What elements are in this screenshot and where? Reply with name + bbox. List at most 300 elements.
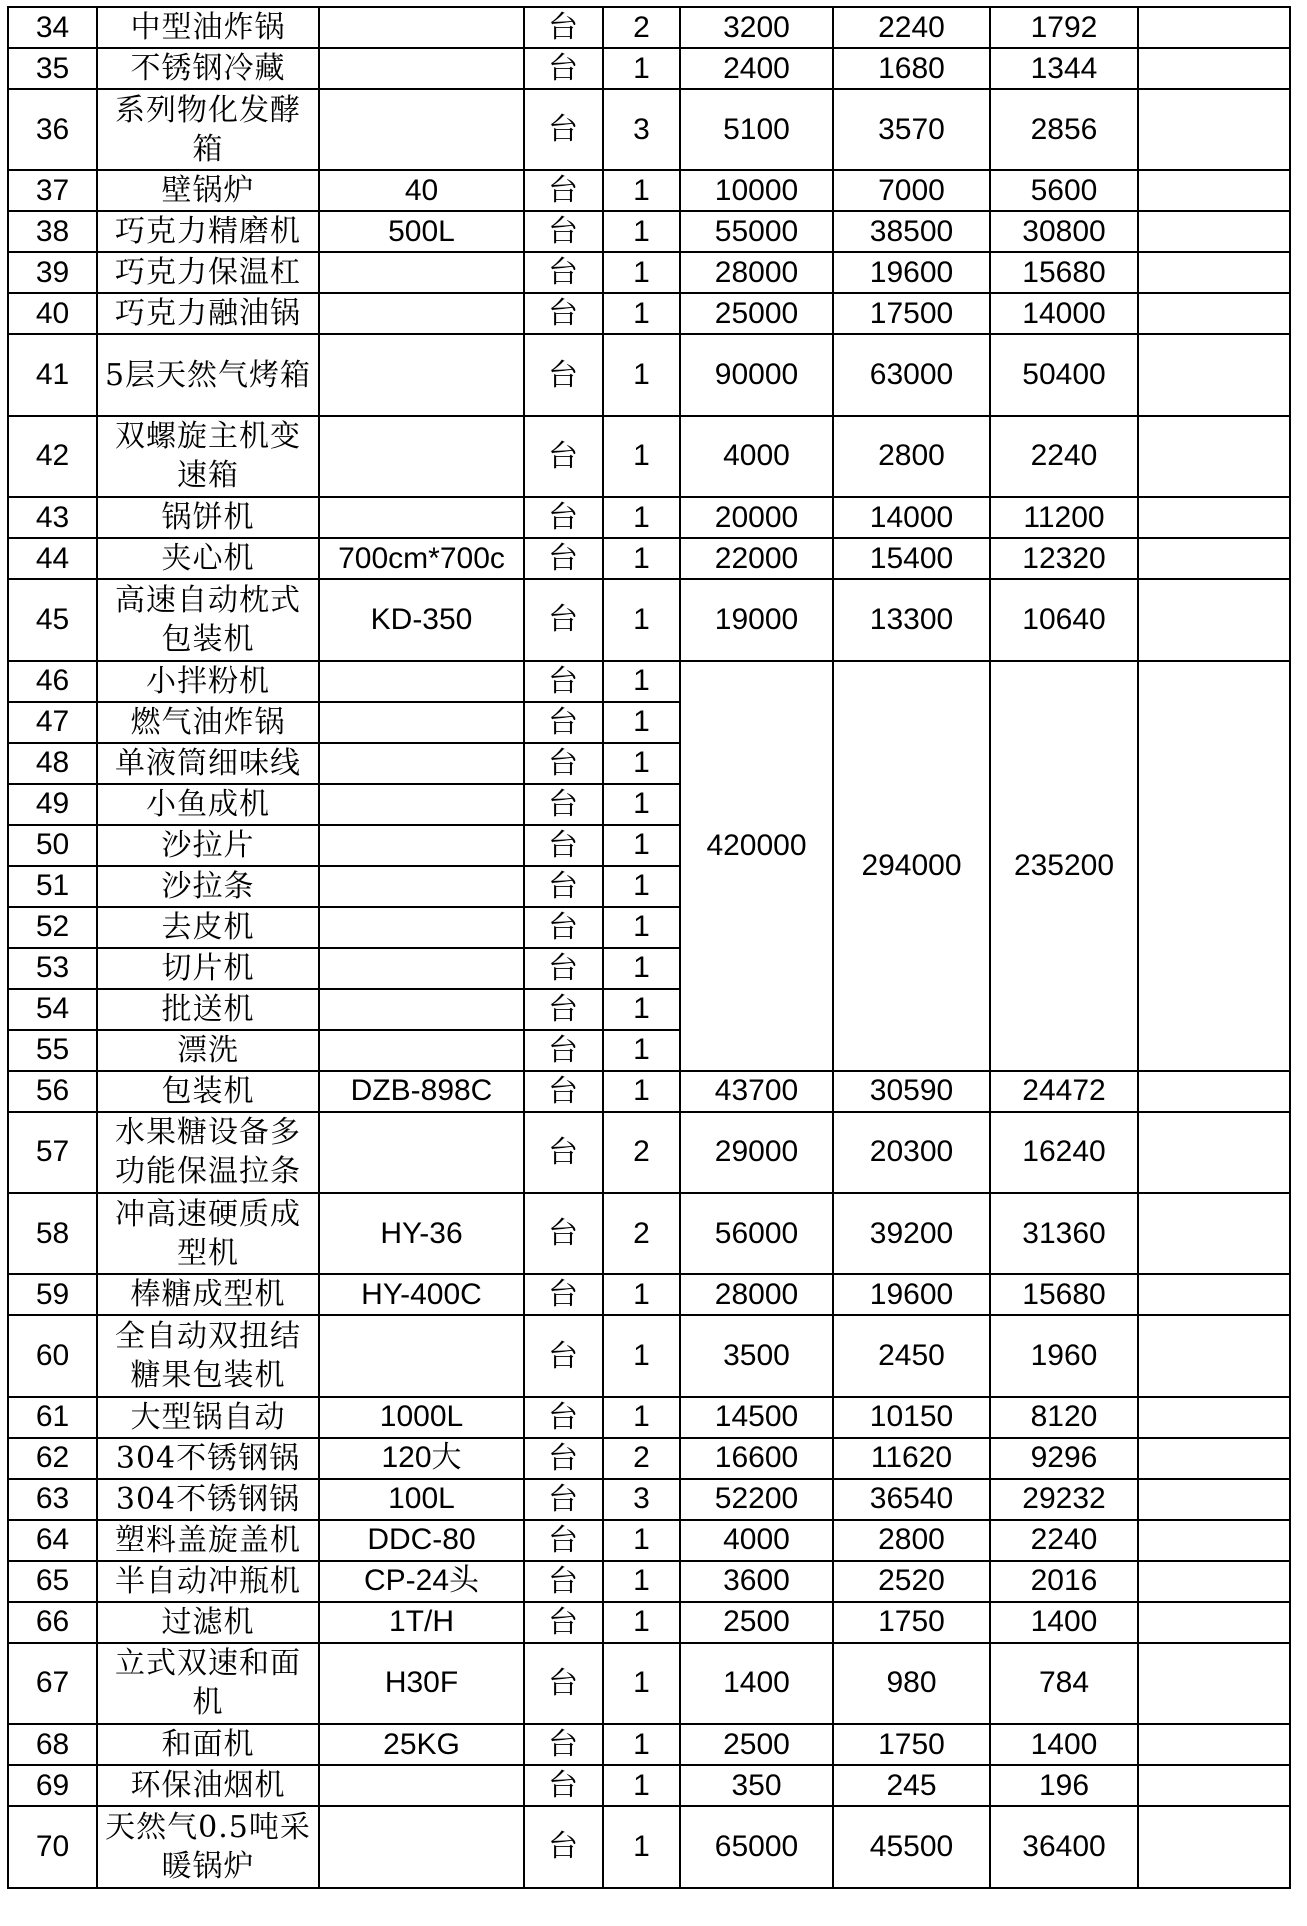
spec-cell	[319, 1315, 524, 1396]
quantity-cell: 1	[603, 702, 680, 743]
original-price-cell: 55000	[680, 211, 833, 252]
table-row	[8, 1071, 1290, 1112]
quantity-cell: 1	[603, 1602, 680, 1643]
unit-cell: 台	[524, 702, 603, 743]
quantity-cell: 3	[603, 1479, 680, 1520]
table-row	[8, 7, 1290, 48]
quantity-cell: 1	[603, 252, 680, 293]
item-name-cell: 大型锅自动	[97, 1397, 319, 1438]
item-name-cell: 环保油烟机	[97, 1765, 319, 1806]
remarks-cell	[1138, 1643, 1290, 1724]
index-cell: 69	[8, 1765, 97, 1806]
remarks-cell	[1138, 7, 1290, 48]
assessed-price-cell: 2800	[833, 1520, 990, 1561]
table-row	[8, 416, 1290, 497]
spec-cell: 40	[319, 170, 524, 211]
unit-cell: 台	[524, 1193, 603, 1274]
remarks-cell	[1138, 89, 1290, 170]
index-cell: 44	[8, 538, 97, 579]
item-name-cell: 过滤机	[97, 1602, 319, 1643]
unit-cell: 台	[524, 170, 603, 211]
remarks-cell	[1138, 497, 1290, 538]
quantity-cell: 1	[603, 1030, 680, 1071]
original-price-cell: 2400	[680, 48, 833, 89]
index-cell: 60	[8, 1315, 97, 1396]
final-price-cell: 14000	[990, 293, 1138, 334]
table-row	[8, 334, 1290, 415]
unit-cell: 台	[524, 866, 603, 907]
original-price-cell: 3200	[680, 7, 833, 48]
index-cell: 45	[8, 579, 97, 660]
unit-cell: 台	[524, 1274, 603, 1315]
item-name-cell: 304不锈钢锅	[97, 1438, 319, 1479]
final-price-cell: 15680	[990, 1274, 1138, 1315]
unit-cell: 台	[524, 1112, 603, 1193]
table-row	[8, 661, 1290, 702]
quantity-cell: 1	[603, 1397, 680, 1438]
original-price-cell: 65000	[680, 1806, 833, 1887]
original-price-cell: 10000	[680, 170, 833, 211]
item-name-cell: 立式双速和面机	[97, 1643, 319, 1724]
unit-cell: 台	[524, 1561, 603, 1602]
index-cell: 49	[8, 784, 97, 825]
final-price-cell: 8120	[990, 1397, 1138, 1438]
remarks-cell	[1138, 334, 1290, 415]
assessed-price-cell: 10150	[833, 1397, 990, 1438]
index-cell: 67	[8, 1643, 97, 1724]
spec-cell	[319, 89, 524, 170]
item-name-cell: 小鱼成机	[97, 784, 319, 825]
unit-cell: 台	[524, 1479, 603, 1520]
assessed-price-cell: 30590	[833, 1071, 990, 1112]
unit-cell: 台	[524, 252, 603, 293]
table-body	[8, 7, 1290, 1888]
original-price-cell: 5100	[680, 89, 833, 170]
quantity-cell: 3	[603, 89, 680, 170]
spec-cell	[319, 661, 524, 702]
table-row	[8, 497, 1290, 538]
index-cell: 47	[8, 702, 97, 743]
item-name-cell: 304不锈钢锅	[97, 1479, 319, 1520]
table-row	[8, 211, 1290, 252]
spec-cell: KD-350	[319, 579, 524, 660]
index-cell: 55	[8, 1030, 97, 1071]
quantity-cell: 1	[603, 1643, 680, 1724]
spec-cell: HY-400C	[319, 1274, 524, 1315]
unit-cell: 台	[524, 1397, 603, 1438]
index-cell: 46	[8, 661, 97, 702]
quantity-cell: 1	[603, 907, 680, 948]
unit-cell: 台	[524, 89, 603, 170]
table-row	[8, 1438, 1290, 1479]
table-row	[8, 252, 1290, 293]
item-name-cell: 高速自动枕式包装机	[97, 579, 319, 660]
quantity-cell: 1	[603, 1765, 680, 1806]
final-price-cell: 50400	[990, 334, 1138, 415]
final-price-cell: 196	[990, 1765, 1138, 1806]
item-name-cell: 塑料盖旋盖机	[97, 1520, 319, 1561]
table-row	[8, 1806, 1290, 1887]
final-price-cell: 2016	[990, 1561, 1138, 1602]
original-price-cell: 22000	[680, 538, 833, 579]
spec-cell: DDC-80	[319, 1520, 524, 1561]
unit-cell: 台	[524, 579, 603, 660]
original-price-cell: 29000	[680, 1112, 833, 1193]
item-name-cell: 燃气油炸锅	[97, 702, 319, 743]
unit-cell: 台	[524, 1765, 603, 1806]
remarks-cell	[1138, 1724, 1290, 1765]
quantity-cell: 1	[603, 825, 680, 866]
unit-cell: 台	[524, 1602, 603, 1643]
item-name-cell: 巧克力精磨机	[97, 211, 319, 252]
final-price-cell: 36400	[990, 1806, 1138, 1887]
unit-cell: 台	[524, 334, 603, 415]
spec-cell	[319, 7, 524, 48]
unit-cell: 台	[524, 416, 603, 497]
index-cell: 42	[8, 416, 97, 497]
final-price-cell: 16240	[990, 1112, 1138, 1193]
index-cell: 59	[8, 1274, 97, 1315]
assessed-price-cell: 2450	[833, 1315, 990, 1396]
spec-cell: DZB-898C	[319, 1071, 524, 1112]
table-row	[8, 1315, 1290, 1396]
assessed-price-cell: 15400	[833, 538, 990, 579]
assessed-price-cell: 45500	[833, 1806, 990, 1887]
final-price-cell: 12320	[990, 538, 1138, 579]
spec-cell	[319, 784, 524, 825]
item-name-cell: 单液筒细味线	[97, 743, 319, 784]
table-row	[8, 1274, 1290, 1315]
final-price-cell: 29232	[990, 1479, 1138, 1520]
assessed-price-cell: 20300	[833, 1112, 990, 1193]
quantity-cell: 1	[603, 334, 680, 415]
assessed-price-cell: 2520	[833, 1561, 990, 1602]
index-cell: 58	[8, 1193, 97, 1274]
quantity-cell: 1	[603, 1806, 680, 1887]
final-price-cell: 1400	[990, 1724, 1138, 1765]
unit-cell: 台	[524, 497, 603, 538]
quantity-cell: 1	[603, 1274, 680, 1315]
index-cell: 63	[8, 1479, 97, 1520]
index-cell: 66	[8, 1602, 97, 1643]
quantity-cell: 2	[603, 1193, 680, 1274]
unit-cell: 台	[524, 784, 603, 825]
unit-cell: 台	[524, 1438, 603, 1479]
table-row	[8, 89, 1290, 170]
remarks-cell	[1138, 579, 1290, 660]
item-name-cell: 沙拉片	[97, 825, 319, 866]
quantity-cell: 1	[603, 1561, 680, 1602]
index-cell: 52	[8, 907, 97, 948]
index-cell: 40	[8, 293, 97, 334]
original-price-cell: 19000	[680, 579, 833, 660]
table-row	[8, 48, 1290, 89]
spec-cell: 1000L	[319, 1397, 524, 1438]
index-cell: 34	[8, 7, 97, 48]
final-price-cell: 1792	[990, 7, 1138, 48]
final-price-cell: 1400	[990, 1602, 1138, 1643]
remarks-cell	[1138, 252, 1290, 293]
remarks-cell	[1138, 1315, 1290, 1396]
assessed-price-cell: 63000	[833, 334, 990, 415]
remarks-cell	[1138, 1193, 1290, 1274]
spec-cell: 1T/H	[319, 1602, 524, 1643]
table-row	[8, 538, 1290, 579]
table-row	[8, 1602, 1290, 1643]
original-price-cell: 2500	[680, 1602, 833, 1643]
asset-price-table	[7, 6, 1291, 1889]
original-price-cell: 20000	[680, 497, 833, 538]
unit-cell: 台	[524, 1520, 603, 1561]
original-price-cell: 16600	[680, 1438, 833, 1479]
spec-cell: H30F	[319, 1643, 524, 1724]
spec-cell	[319, 907, 524, 948]
item-name-cell: 去皮机	[97, 907, 319, 948]
original-price-cell: 14500	[680, 1397, 833, 1438]
table-row	[8, 170, 1290, 211]
table-row	[8, 1724, 1290, 1765]
assessed-price-cell: 14000	[833, 497, 990, 538]
remarks-cell	[1138, 1765, 1290, 1806]
quantity-cell: 1	[603, 661, 680, 702]
item-name-cell: 棒糖成型机	[97, 1274, 319, 1315]
remarks-cell	[1138, 211, 1290, 252]
table-row	[8, 1561, 1290, 1602]
assessed-price-cell: 19600	[833, 252, 990, 293]
index-cell: 64	[8, 1520, 97, 1561]
unit-cell: 台	[524, 293, 603, 334]
spec-cell: CP-24头	[319, 1561, 524, 1602]
table-row	[8, 579, 1290, 660]
quantity-cell: 1	[603, 293, 680, 334]
assessed-price-cell: 38500	[833, 211, 990, 252]
unit-cell: 台	[524, 1643, 603, 1724]
index-cell: 54	[8, 989, 97, 1030]
item-name-cell: 水果糖设备多功能保温拉条	[97, 1112, 319, 1193]
item-name-cell: 漂洗	[97, 1030, 319, 1071]
index-cell: 38	[8, 211, 97, 252]
item-name-cell: 夹心机	[97, 538, 319, 579]
original-price-cell: 4000	[680, 416, 833, 497]
spec-cell	[319, 989, 524, 1030]
final-price-cell: 2856	[990, 89, 1138, 170]
item-name-cell: 包装机	[97, 1071, 319, 1112]
final-price-cell: 1960	[990, 1315, 1138, 1396]
spec-cell: HY-36	[319, 1193, 524, 1274]
item-name-cell: 和面机	[97, 1724, 319, 1765]
quantity-cell: 2	[603, 1112, 680, 1193]
assessed-price-cell: 7000	[833, 170, 990, 211]
index-cell: 48	[8, 743, 97, 784]
remarks-cell	[1138, 1602, 1290, 1643]
index-cell: 65	[8, 1561, 97, 1602]
original-price-cell: 43700	[680, 1071, 833, 1112]
item-name-cell: 壁锅炉	[97, 170, 319, 211]
index-cell: 39	[8, 252, 97, 293]
final-price-cell: 24472	[990, 1071, 1138, 1112]
item-name-cell: 中型油炸锅	[97, 7, 319, 48]
quantity-cell: 1	[603, 1724, 680, 1765]
index-cell: 35	[8, 48, 97, 89]
quantity-cell: 1	[603, 1071, 680, 1112]
spec-cell: 25KG	[319, 1724, 524, 1765]
final-price-cell: 30800	[990, 211, 1138, 252]
quantity-cell: 2	[603, 1438, 680, 1479]
group-remarks-cell	[1138, 661, 1290, 1071]
spec-cell	[319, 825, 524, 866]
quantity-cell: 1	[603, 211, 680, 252]
spec-cell: 100L	[319, 1479, 524, 1520]
original-price-cell: 3600	[680, 1561, 833, 1602]
item-name-cell: 批送机	[97, 989, 319, 1030]
group-assessed-price-cell: 294000	[833, 661, 990, 1071]
table-row	[8, 1479, 1290, 1520]
quantity-cell: 2	[603, 7, 680, 48]
remarks-cell	[1138, 293, 1290, 334]
item-name-cell: 巧克力融油锅	[97, 293, 319, 334]
item-name-cell: 双螺旋主机变速箱	[97, 416, 319, 497]
remarks-cell	[1138, 1438, 1290, 1479]
final-price-cell: 11200	[990, 497, 1138, 538]
unit-cell: 台	[524, 1315, 603, 1396]
item-name-cell: 不锈钢冷藏	[97, 48, 319, 89]
quantity-cell: 1	[603, 1520, 680, 1561]
unit-cell: 台	[524, 661, 603, 702]
index-cell: 68	[8, 1724, 97, 1765]
index-cell: 43	[8, 497, 97, 538]
original-price-cell: 56000	[680, 1193, 833, 1274]
assessed-price-cell: 13300	[833, 579, 990, 660]
final-price-cell: 15680	[990, 252, 1138, 293]
table-row	[8, 293, 1290, 334]
table-row	[8, 1765, 1290, 1806]
group-original-price-cell: 420000	[680, 661, 833, 1071]
unit-cell: 台	[524, 948, 603, 989]
index-cell: 36	[8, 89, 97, 170]
assessed-price-cell: 1750	[833, 1602, 990, 1643]
spec-cell	[319, 866, 524, 907]
spec-cell: 500L	[319, 211, 524, 252]
assessed-price-cell: 17500	[833, 293, 990, 334]
remarks-cell	[1138, 1561, 1290, 1602]
original-price-cell: 350	[680, 1765, 833, 1806]
assessed-price-cell: 1750	[833, 1724, 990, 1765]
item-name-cell: 冲高速硬质成型机	[97, 1193, 319, 1274]
item-name-cell: 巧克力保温杠	[97, 252, 319, 293]
quantity-cell: 1	[603, 784, 680, 825]
unit-cell: 台	[524, 211, 603, 252]
spec-cell	[319, 1112, 524, 1193]
assessed-price-cell: 1680	[833, 48, 990, 89]
remarks-cell	[1138, 1274, 1290, 1315]
index-cell: 50	[8, 825, 97, 866]
unit-cell: 台	[524, 743, 603, 784]
spec-cell	[319, 743, 524, 784]
remarks-cell	[1138, 538, 1290, 579]
spec-cell: 700cm*700c	[319, 538, 524, 579]
original-price-cell: 1400	[680, 1643, 833, 1724]
index-cell: 61	[8, 1397, 97, 1438]
quantity-cell: 1	[603, 416, 680, 497]
final-price-cell: 31360	[990, 1193, 1138, 1274]
remarks-cell	[1138, 1112, 1290, 1193]
index-cell: 70	[8, 1806, 97, 1887]
remarks-cell	[1138, 1479, 1290, 1520]
spec-cell	[319, 497, 524, 538]
original-price-cell: 25000	[680, 293, 833, 334]
assessed-price-cell: 19600	[833, 1274, 990, 1315]
remarks-cell	[1138, 48, 1290, 89]
spec-cell	[319, 334, 524, 415]
final-price-cell: 9296	[990, 1438, 1138, 1479]
spec-cell: 120大	[319, 1438, 524, 1479]
index-cell: 53	[8, 948, 97, 989]
spec-cell	[319, 1765, 524, 1806]
index-cell: 51	[8, 866, 97, 907]
table-row	[8, 1397, 1290, 1438]
index-cell: 41	[8, 334, 97, 415]
assessed-price-cell: 245	[833, 1765, 990, 1806]
assessed-price-cell: 3570	[833, 89, 990, 170]
quantity-cell: 1	[603, 48, 680, 89]
spec-cell	[319, 416, 524, 497]
group-final-price-cell: 235200	[990, 661, 1138, 1071]
item-name-cell: 小拌粉机	[97, 661, 319, 702]
assessed-price-cell: 2800	[833, 416, 990, 497]
spec-cell	[319, 252, 524, 293]
quantity-cell: 1	[603, 866, 680, 907]
item-name-cell: 全自动双扭结糖果包装机	[97, 1315, 319, 1396]
unit-cell: 台	[524, 825, 603, 866]
assessed-price-cell: 39200	[833, 1193, 990, 1274]
quantity-cell: 1	[603, 579, 680, 660]
item-name-cell: 切片机	[97, 948, 319, 989]
final-price-cell: 2240	[990, 1520, 1138, 1561]
table-row	[8, 1643, 1290, 1724]
spec-cell	[319, 1030, 524, 1071]
table-row	[8, 1520, 1290, 1561]
original-price-cell: 28000	[680, 1274, 833, 1315]
unit-cell: 台	[524, 907, 603, 948]
unit-cell: 台	[524, 1724, 603, 1765]
unit-cell: 台	[524, 48, 603, 89]
unit-cell: 台	[524, 1806, 603, 1887]
original-price-cell: 3500	[680, 1315, 833, 1396]
spec-cell	[319, 48, 524, 89]
quantity-cell: 1	[603, 170, 680, 211]
final-price-cell: 784	[990, 1643, 1138, 1724]
assessed-price-cell: 36540	[833, 1479, 990, 1520]
remarks-cell	[1138, 1806, 1290, 1887]
unit-cell: 台	[524, 7, 603, 48]
quantity-cell: 1	[603, 538, 680, 579]
quantity-cell: 1	[603, 1315, 680, 1396]
spec-cell	[319, 702, 524, 743]
remarks-cell	[1138, 1520, 1290, 1561]
final-price-cell: 1344	[990, 48, 1138, 89]
spec-cell	[319, 1806, 524, 1887]
spec-cell	[319, 948, 524, 989]
remarks-cell	[1138, 1397, 1290, 1438]
index-cell: 56	[8, 1071, 97, 1112]
item-name-cell: 沙拉条	[97, 866, 319, 907]
assessed-price-cell: 11620	[833, 1438, 990, 1479]
quantity-cell: 1	[603, 989, 680, 1030]
original-price-cell: 52200	[680, 1479, 833, 1520]
quantity-cell: 1	[603, 497, 680, 538]
original-price-cell: 28000	[680, 252, 833, 293]
unit-cell: 台	[524, 538, 603, 579]
